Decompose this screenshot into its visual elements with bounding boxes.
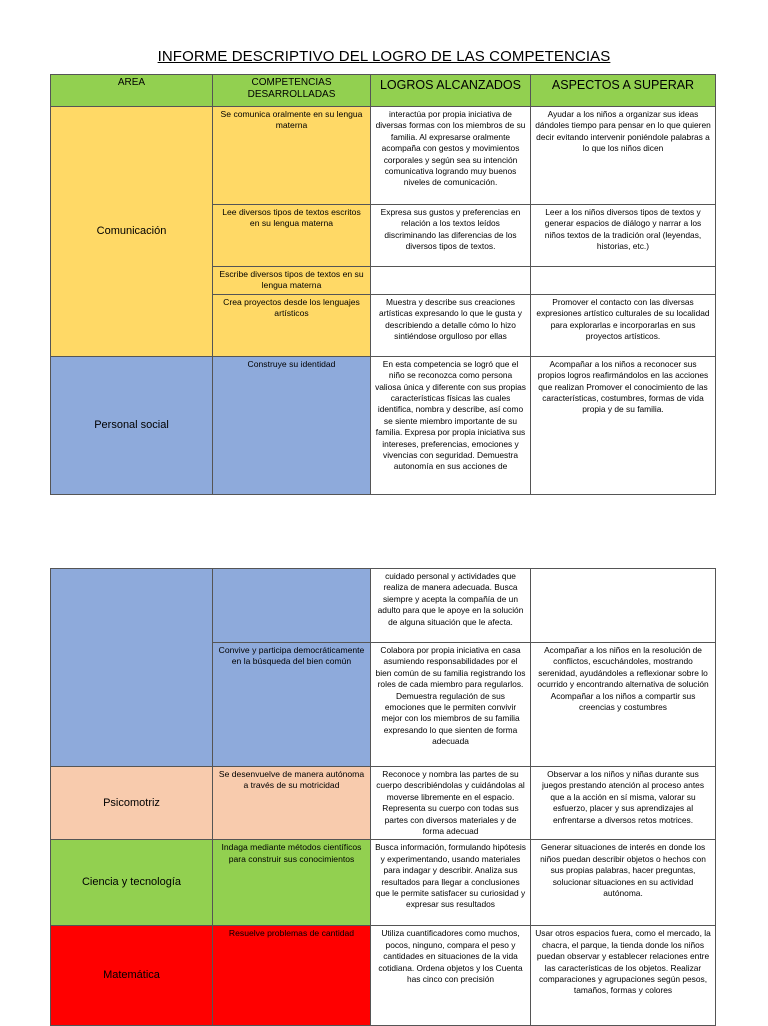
competencia-cell: Se desenvuelve de manera autónoma a través de su motricidad bbox=[213, 767, 371, 840]
table-row bbox=[51, 356, 716, 494]
table-row bbox=[51, 107, 716, 205]
aspecto-cell bbox=[531, 569, 716, 643]
aspecto-cell: Leer a los niños diversos tipos de textos y generar espacios de diálogo y narrar a los niños textos de la tradición oral (leyendas, historias, etc.) bbox=[531, 205, 716, 267]
area-cell bbox=[51, 569, 213, 767]
competencias-table-1 bbox=[50, 74, 716, 495]
aspecto-cell: Ayudar a los niños a organizar sus ideas dándoles tiempo para pensar en lo que quieren decir evitando intervenir poniéndole palabras a lo que los niños dicen bbox=[531, 107, 716, 205]
competencia-cell: Indaga mediante métodos científicos para construir sus conocimientos bbox=[213, 840, 371, 926]
aspecto-cell: Observar a los niños y niñas durante sus juegos prestando atención al proceso antes que a la acción en sí misma, valorar su esfuerzo, placer y sus aprendizajes al enfrentarse a diversos retos motrices. bbox=[531, 767, 716, 840]
table-row bbox=[51, 926, 716, 1026]
aspecto-cell: Acompañar a los niños en la resolución de conflictos, escuchándoles, mostrando serenidad, ayudándoles a reflexionar sobre lo ocurrido y encontrando alternativa de solución Acompañar a los niños a compartir sus creencias y costumbres bbox=[531, 643, 716, 767]
aspecto-cell: Usar otros espacios fuera, como el mercado, la chacra, el parque, la tienda donde los niños puedan observar y establecer relaciones entre las características de los objetos. Realizar comparaciones y agrupaciones según pesos, tamaños, formas y colores bbox=[531, 926, 716, 1026]
logro-cell: Colabora por propia iniciativa en casa asumiendo responsabilidades por el bien común de su familia registrando los roles de cada miembro para regularlos. Demuestra regulación de sus emociones que le permiten convivir mejor con los miembros de su familia expresando lo que sienten de forma adecuada bbox=[371, 643, 531, 767]
competencia-cell bbox=[213, 569, 371, 643]
table-row bbox=[51, 569, 716, 643]
logro-cell: Muestra y describe sus creaciones artísticas expresando lo que le gusta y describiendo a detalle cómo lo hizo sintiéndose orgulloso por ellas bbox=[371, 294, 531, 356]
logro-cell: Utiliza cuantificadores como muchos, pocos, ninguno, compara el peso y cantidades en situaciones de la vida cotidiana. Ordena objetos y los Cuenta has cinco con precisión bbox=[371, 926, 531, 1026]
header-aspectos: ASPECTOS A SUPERAR bbox=[531, 75, 716, 107]
aspecto-cell: Acompañar a los niños a reconocer sus propios logros reafirmándolos en las acciones que realizan Promover el conocimiento de las características, costumbres, formas de vida propia y de su familia. bbox=[531, 356, 716, 494]
header-competencias: COMPETENCIAS DESARROLLADAS bbox=[213, 75, 371, 107]
logro-cell: interactúa por propia iniciativa de diversas formas con los miembros de su familia. Al expresarse oralmente acompaña con gestos y movimientos corporales y según sea su intención comunicativa logrando muy buenos niveles de comunicación. bbox=[371, 107, 531, 205]
logro-cell: cuidado personal y actividades que realiza de manera adecuada. Busca siempre y acepta la compañía de un adulto para que le apoye en la solución de alguna situación que le afecta. bbox=[371, 569, 531, 643]
competencia-cell: Convive y participa democráticamente en la búsqueda del bien común bbox=[213, 643, 371, 767]
header-logros: LOGROS ALCANZADOS bbox=[371, 75, 531, 107]
aspecto-cell: Generar situaciones de interés en donde los niños puedan describir objetos o hechos con sus propias palabras, hacer preguntas, solucionar situaciones en su actividad autónoma. bbox=[531, 840, 716, 926]
table-row bbox=[51, 840, 716, 926]
logro-cell: En esta competencia se logró que el niño se reconozca como persona valiosa única y diferente con sus propias características físicas las cuales identifica, nombra y describe, así como se siente miembro importante de su familia. Expresa por propia iniciativa sus intereses, preferencias, emociones y vivencias con seguridad. Demuestra autonomía en sus acciones de bbox=[371, 356, 531, 494]
area-cell: Psicomotriz bbox=[51, 767, 213, 840]
competencia-cell: Resuelve problemas de cantidad bbox=[213, 926, 371, 1026]
competencia-cell: Escribe diversos tipos de textos en su lengua materna bbox=[213, 267, 371, 295]
page-title: INFORME DESCRIPTIVO DEL LOGRO DE LAS COMPETENCIAS bbox=[157, 48, 611, 65]
logro-cell: Expresa sus gustos y preferencias en relación a los textos leídos discriminando las diferencias de los diversos tipos de textos. bbox=[371, 205, 531, 267]
logro-cell: Reconoce y nombra las partes de su cuerpo describiéndolas y cuidándolas al moverse libremente en el espacio. Representa su cuerpo con todas sus partes con diversos materiales y de forma adecuad bbox=[371, 767, 531, 840]
header-row bbox=[51, 75, 716, 107]
table-row bbox=[51, 767, 716, 840]
logro-cell bbox=[371, 267, 531, 295]
area-cell: Ciencia y tecnología bbox=[51, 840, 213, 926]
area-cell: Comunicación bbox=[51, 107, 213, 357]
aspecto-cell bbox=[531, 267, 716, 295]
logro-cell: Busca información, formulando hipótesis y experimentando, usando materiales para indagar y describir. Analiza sus resultados para llegar a conclusiones que le permite satisfacer su curiosidad y expresar sus resultados bbox=[371, 840, 531, 926]
header-area: AREA bbox=[51, 75, 213, 107]
competencia-cell: Crea proyectos desde los lenguajes artísticos bbox=[213, 294, 371, 356]
competencias-table-2 bbox=[50, 568, 716, 1026]
competencia-cell: Se comunica oralmente en su lengua materna bbox=[213, 107, 371, 205]
area-cell: Personal social bbox=[51, 356, 213, 494]
competencia-cell: Construye su identidad bbox=[213, 356, 371, 494]
area-cell: Matemática bbox=[51, 926, 213, 1026]
competencia-cell: Lee diversos tipos de textos escritos en su lengua materna bbox=[213, 205, 371, 267]
aspecto-cell: Promover el contacto con las diversas expresiones artístico culturales de su localidad para explorarlas e incorporarlas en sus proyectos artísticos. bbox=[531, 294, 716, 356]
